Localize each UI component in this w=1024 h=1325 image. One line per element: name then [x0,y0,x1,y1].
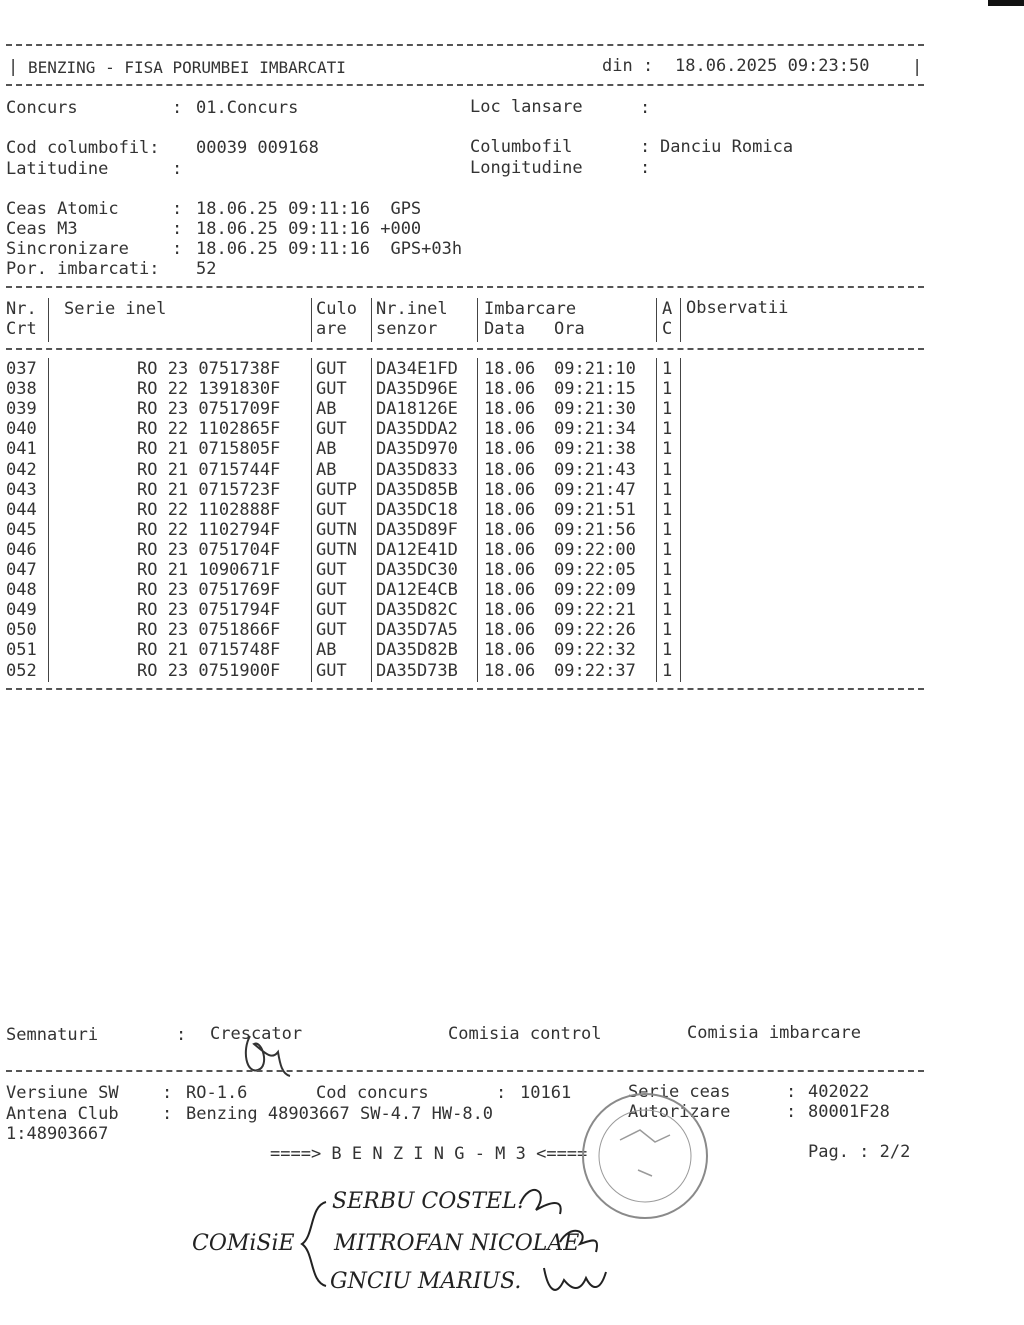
cell-data: 18.06 [484,660,536,681]
cell-ora: 09:21:38 [554,439,636,460]
page-title: BENZING - FISA PORUMBEI IMBARCATI [28,58,346,77]
longitudine-label: Longitudine [470,158,583,178]
cell-serie-inel: RO 23 0751900F [137,660,281,681]
cell-senzor: DA35DC30 [376,560,458,580]
col-ac-header: A [662,299,673,319]
cell-nr: 049 [6,600,37,621]
benzing-banner: ====> B E N Z I N G - M 3 <==== [270,1144,588,1164]
cell-nr: 037 [6,359,37,379]
cell-serie-inel: RO 21 0715744F [137,459,281,480]
cell-ac: 1 [662,560,673,580]
cell-serie-inel: RO 23 0751738F [137,359,281,379]
cell-serie-inel: RO 22 1102794F [137,519,281,540]
cell-culoare: GUT [316,359,347,379]
table-row [0,379,700,399]
table-row [0,460,700,480]
page-number: Pag. : 2/2 [808,1142,911,1162]
cell-data: 18.06 [484,379,536,400]
comisia-control-label: Comisia control [448,1024,602,1044]
cod-columbofil-value: 00039 009168 [196,138,319,158]
ceas-atomic-value: 18.06.25 09:11:16 GPS [196,199,422,219]
colon: : [786,1102,797,1122]
loc-lansare-label: Loc lansare [470,97,583,117]
antena-club-value: Benzing 48903667 SW-4.7 HW-8.0 [186,1104,494,1124]
semnaturi-label: Semnaturi [6,1025,99,1045]
cell-serie-inel: RO 23 0751866F [137,620,281,641]
comisia-imbarcare-label: Comisia imbarcare [687,1023,861,1043]
cell-nr: 039 [6,399,37,420]
concurs-value: 01.Concurs [196,98,299,118]
commission-signatures-icon [500,1180,620,1310]
cell-ac: 1 [662,439,673,460]
cod-concurs-value: 10161 [520,1083,572,1103]
cell-ac: 1 [662,600,673,621]
header-right-bar: | [912,57,923,77]
cell-senzor: DA35D85B [376,479,458,500]
cell-culoare: GUT [316,560,347,580]
cell-ac: 1 [662,499,673,520]
colon: : [640,98,651,118]
col-imbarcare-header: Imbarcare [484,299,577,319]
divider [6,1070,924,1072]
cell-ora: 09:22:05 [554,560,636,580]
table-row [0,399,700,419]
cell-culoare: GUT [316,600,347,621]
cell-ac: 1 [662,459,673,480]
cell-culoare: GUT [316,499,347,520]
cell-ora: 09:22:37 [554,660,636,681]
cell-data: 18.06 [484,620,536,641]
col-data-header: Data [484,319,525,339]
cell-ac: 1 [662,580,673,601]
cell-culoare: GUTP [316,479,357,500]
cell-nr: 045 [6,519,37,540]
cell-culoare: GUT [316,419,347,440]
cell-ora: 09:21:34 [554,419,636,440]
cell-culoare: AB [316,439,337,460]
colon: : [496,1083,507,1103]
club-line: 1:48903667 [6,1124,109,1144]
cell-nr: 038 [6,379,37,400]
cell-senzor: DA35D82B [376,640,458,661]
col-ac-header-2: C [662,319,673,339]
col-culoare-header: Culo [316,299,357,319]
cell-serie-inel: RO 21 0715805F [137,439,281,460]
cell-serie-inel: RO 21 0715723F [137,479,281,500]
cell-nr: 041 [6,439,37,460]
cell-data: 18.06 [484,459,536,480]
cell-ac: 1 [662,519,673,540]
table-row [0,560,700,580]
col-ora-header: Ora [554,319,585,339]
table-row [0,359,700,379]
colon: : [786,1082,797,1102]
colon: : [176,1025,187,1045]
cell-senzor: DA35D82C [376,600,458,621]
table-row [0,439,700,459]
cell-data: 18.06 [484,359,536,379]
cell-data: 18.06 [484,600,536,621]
brace-icon [294,1196,334,1292]
sincronizare-value: 18.06.25 09:11:16 GPS+03h [196,239,463,259]
ceas-atomic-label: Ceas Atomic [6,199,119,219]
cell-serie-inel: RO 23 0751769F [137,580,281,601]
porumbei-imbarcati-value: 52 [196,259,217,279]
latitudine-label: Latitudine [6,159,109,179]
cell-serie-inel: RO 21 0715748F [137,640,281,661]
table-row [0,540,700,560]
divider [6,348,924,350]
cell-nr: 043 [6,479,37,500]
header-left-bar: | [8,57,19,77]
colon: : [172,159,183,179]
cell-senzor: DA35D96E [376,379,458,400]
scan-mark [988,0,1024,6]
cell-culoare: GUT [316,620,347,641]
cell-ac: 1 [662,660,673,681]
cell-serie-inel: RO 22 1102865F [137,419,281,440]
table-row [0,620,700,640]
cell-ac: 1 [662,539,673,560]
colon: : [640,137,651,157]
cell-ora: 09:22:26 [554,620,636,641]
divider [6,84,924,86]
cell-senzor: DA35D73B [376,660,458,681]
cell-senzor: DA35DC18 [376,499,458,520]
commission-member-1: SERBU COSTEL. [332,1189,524,1214]
cell-data: 18.06 [484,539,536,560]
cell-serie-inel: RO 22 1102888F [137,499,281,520]
porumbei-imbarcati-label: Por. imbarcati: [6,259,160,279]
colon: : [162,1083,173,1103]
cell-senzor: DA35DDA2 [376,419,458,440]
cell-ac: 1 [662,399,673,420]
col-senzor-header-2: senzor [376,319,438,339]
cell-data: 18.06 [484,519,536,540]
cell-ora: 09:21:47 [554,479,636,500]
cell-nr: 044 [6,499,37,520]
cell-ora: 09:22:32 [554,640,636,661]
serie-ceas-label: Serie ceas [628,1082,731,1102]
divider [6,44,924,46]
cell-data: 18.06 [484,499,536,520]
cell-serie-inel: RO 22 1391830F [137,379,281,400]
table-row [0,661,700,681]
colon: : [162,1104,173,1124]
cell-nr: 052 [6,660,37,681]
col-observatii-header: Observatii [686,298,789,318]
cell-serie-inel: RO 23 0751704F [137,539,281,560]
cell-data: 18.06 [484,479,536,500]
cell-serie-inel: RO 23 0751794F [137,600,281,621]
cell-ac: 1 [662,419,673,440]
col-senzor-header: Nr.inel [376,299,448,319]
cell-data: 18.06 [484,419,536,440]
col-separator [48,298,49,342]
cell-ac: 1 [662,479,673,500]
cell-data: 18.06 [484,640,536,661]
cell-senzor: DA35D7A5 [376,620,458,641]
cod-concurs-label: Cod concurs [316,1083,429,1103]
cell-data: 18.06 [484,439,536,460]
ceas-m3-label: Ceas M3 [6,219,78,239]
col-separator [477,298,478,342]
cell-culoare: GUTN [316,519,357,540]
crescator-signature-icon [232,1030,296,1082]
cell-culoare: AB [316,459,337,480]
cell-ora: 09:22:09 [554,580,636,601]
cell-ora: 09:21:43 [554,459,636,480]
cell-senzor: DA12E41D [376,539,458,560]
cell-ora: 09:22:00 [554,539,636,560]
commission-member-2: MITROFAN NICOLAE [334,1231,580,1256]
cell-culoare: AB [316,399,337,420]
cell-senzor: DA35D89F [376,519,458,540]
cell-culoare: GUT [316,660,347,681]
sincronizare-label: Sincronizare [6,239,129,259]
cell-ora: 09:22:21 [554,600,636,621]
serie-ceas-value: 402022 [808,1082,870,1102]
colon: : [172,98,183,118]
comisie-handwritten: COMiSiE [192,1231,295,1256]
table-row [0,500,700,520]
col-separator [311,298,312,342]
cell-nr: 042 [6,459,37,480]
cell-culoare: AB [316,640,337,661]
cell-nr: 040 [6,419,37,440]
cell-nr: 048 [6,580,37,601]
colon: : [640,158,651,178]
colon: : [172,219,183,239]
columbofil-value: Danciu Romica [660,137,794,157]
table-row [0,640,700,660]
cell-ora: 09:21:51 [554,499,636,520]
col-culoare-header-2: are [316,319,347,339]
cell-senzor: DA12E4CB [376,580,458,601]
cell-nr: 050 [6,620,37,641]
antena-club-label: Antena Club [6,1104,119,1124]
cell-ora: 09:21:56 [554,519,636,540]
col-crt-header: Crt [6,319,37,339]
cell-senzor: DA18126E [376,399,458,420]
cell-serie-inel: RO 23 0751709F [137,399,281,420]
cell-nr: 047 [6,560,37,580]
col-nr-header: Nr. [6,299,37,319]
cell-culoare: GUT [316,379,347,400]
table-row [0,580,700,600]
crescator-label: Crescator [210,1024,303,1044]
versiune-sw-label: Versiune SW [6,1083,119,1103]
colon: : [172,199,183,219]
table-row [0,480,700,500]
table-row [0,419,700,439]
columbofil-label: Columbofil [470,137,573,157]
commission-member-3: GNCIU MARIUS. [330,1269,522,1294]
cell-senzor: DA35D833 [376,459,458,480]
col-separator [680,298,681,342]
cell-ora: 09:21:30 [554,399,636,420]
table-row [0,600,700,620]
date-label: din : [602,56,654,76]
cell-ac: 1 [662,640,673,661]
ceas-m3-value: 18.06.25 09:11:16 +000 [196,219,422,239]
col-separator [656,298,657,342]
cell-ac: 1 [662,620,673,641]
concurs-label: Concurs [6,98,78,118]
cell-senzor: DA34E1FD [376,359,458,379]
cell-serie-inel: RO 21 1090671F [137,560,281,580]
cell-data: 18.06 [484,560,536,580]
cell-culoare: GUT [316,580,347,601]
versiune-sw-value: RO-1.6 [186,1083,248,1103]
autorizare-label: Autorizare [628,1102,731,1122]
divider [6,688,924,690]
table-row [0,520,700,540]
colon: : [172,239,183,259]
date-value: 18.06.2025 09:23:50 [675,56,870,76]
cell-data: 18.06 [484,399,536,420]
col-separator [371,298,372,342]
divider [6,286,924,288]
cell-culoare: GUTN [316,539,357,560]
cell-senzor: DA35D970 [376,439,458,460]
cell-data: 18.06 [484,580,536,601]
cell-ora: 09:21:15 [554,379,636,400]
cell-ora: 09:21:10 [554,359,636,379]
autorizare-value: 80001F28 [808,1102,890,1122]
cell-ac: 1 [662,359,673,379]
cell-ac: 1 [662,379,673,400]
col-serie-header: Serie inel [64,299,167,319]
cell-nr: 046 [6,539,37,560]
cell-nr: 051 [6,640,37,661]
cod-columbofil-label: Cod columbofil: [6,138,160,158]
